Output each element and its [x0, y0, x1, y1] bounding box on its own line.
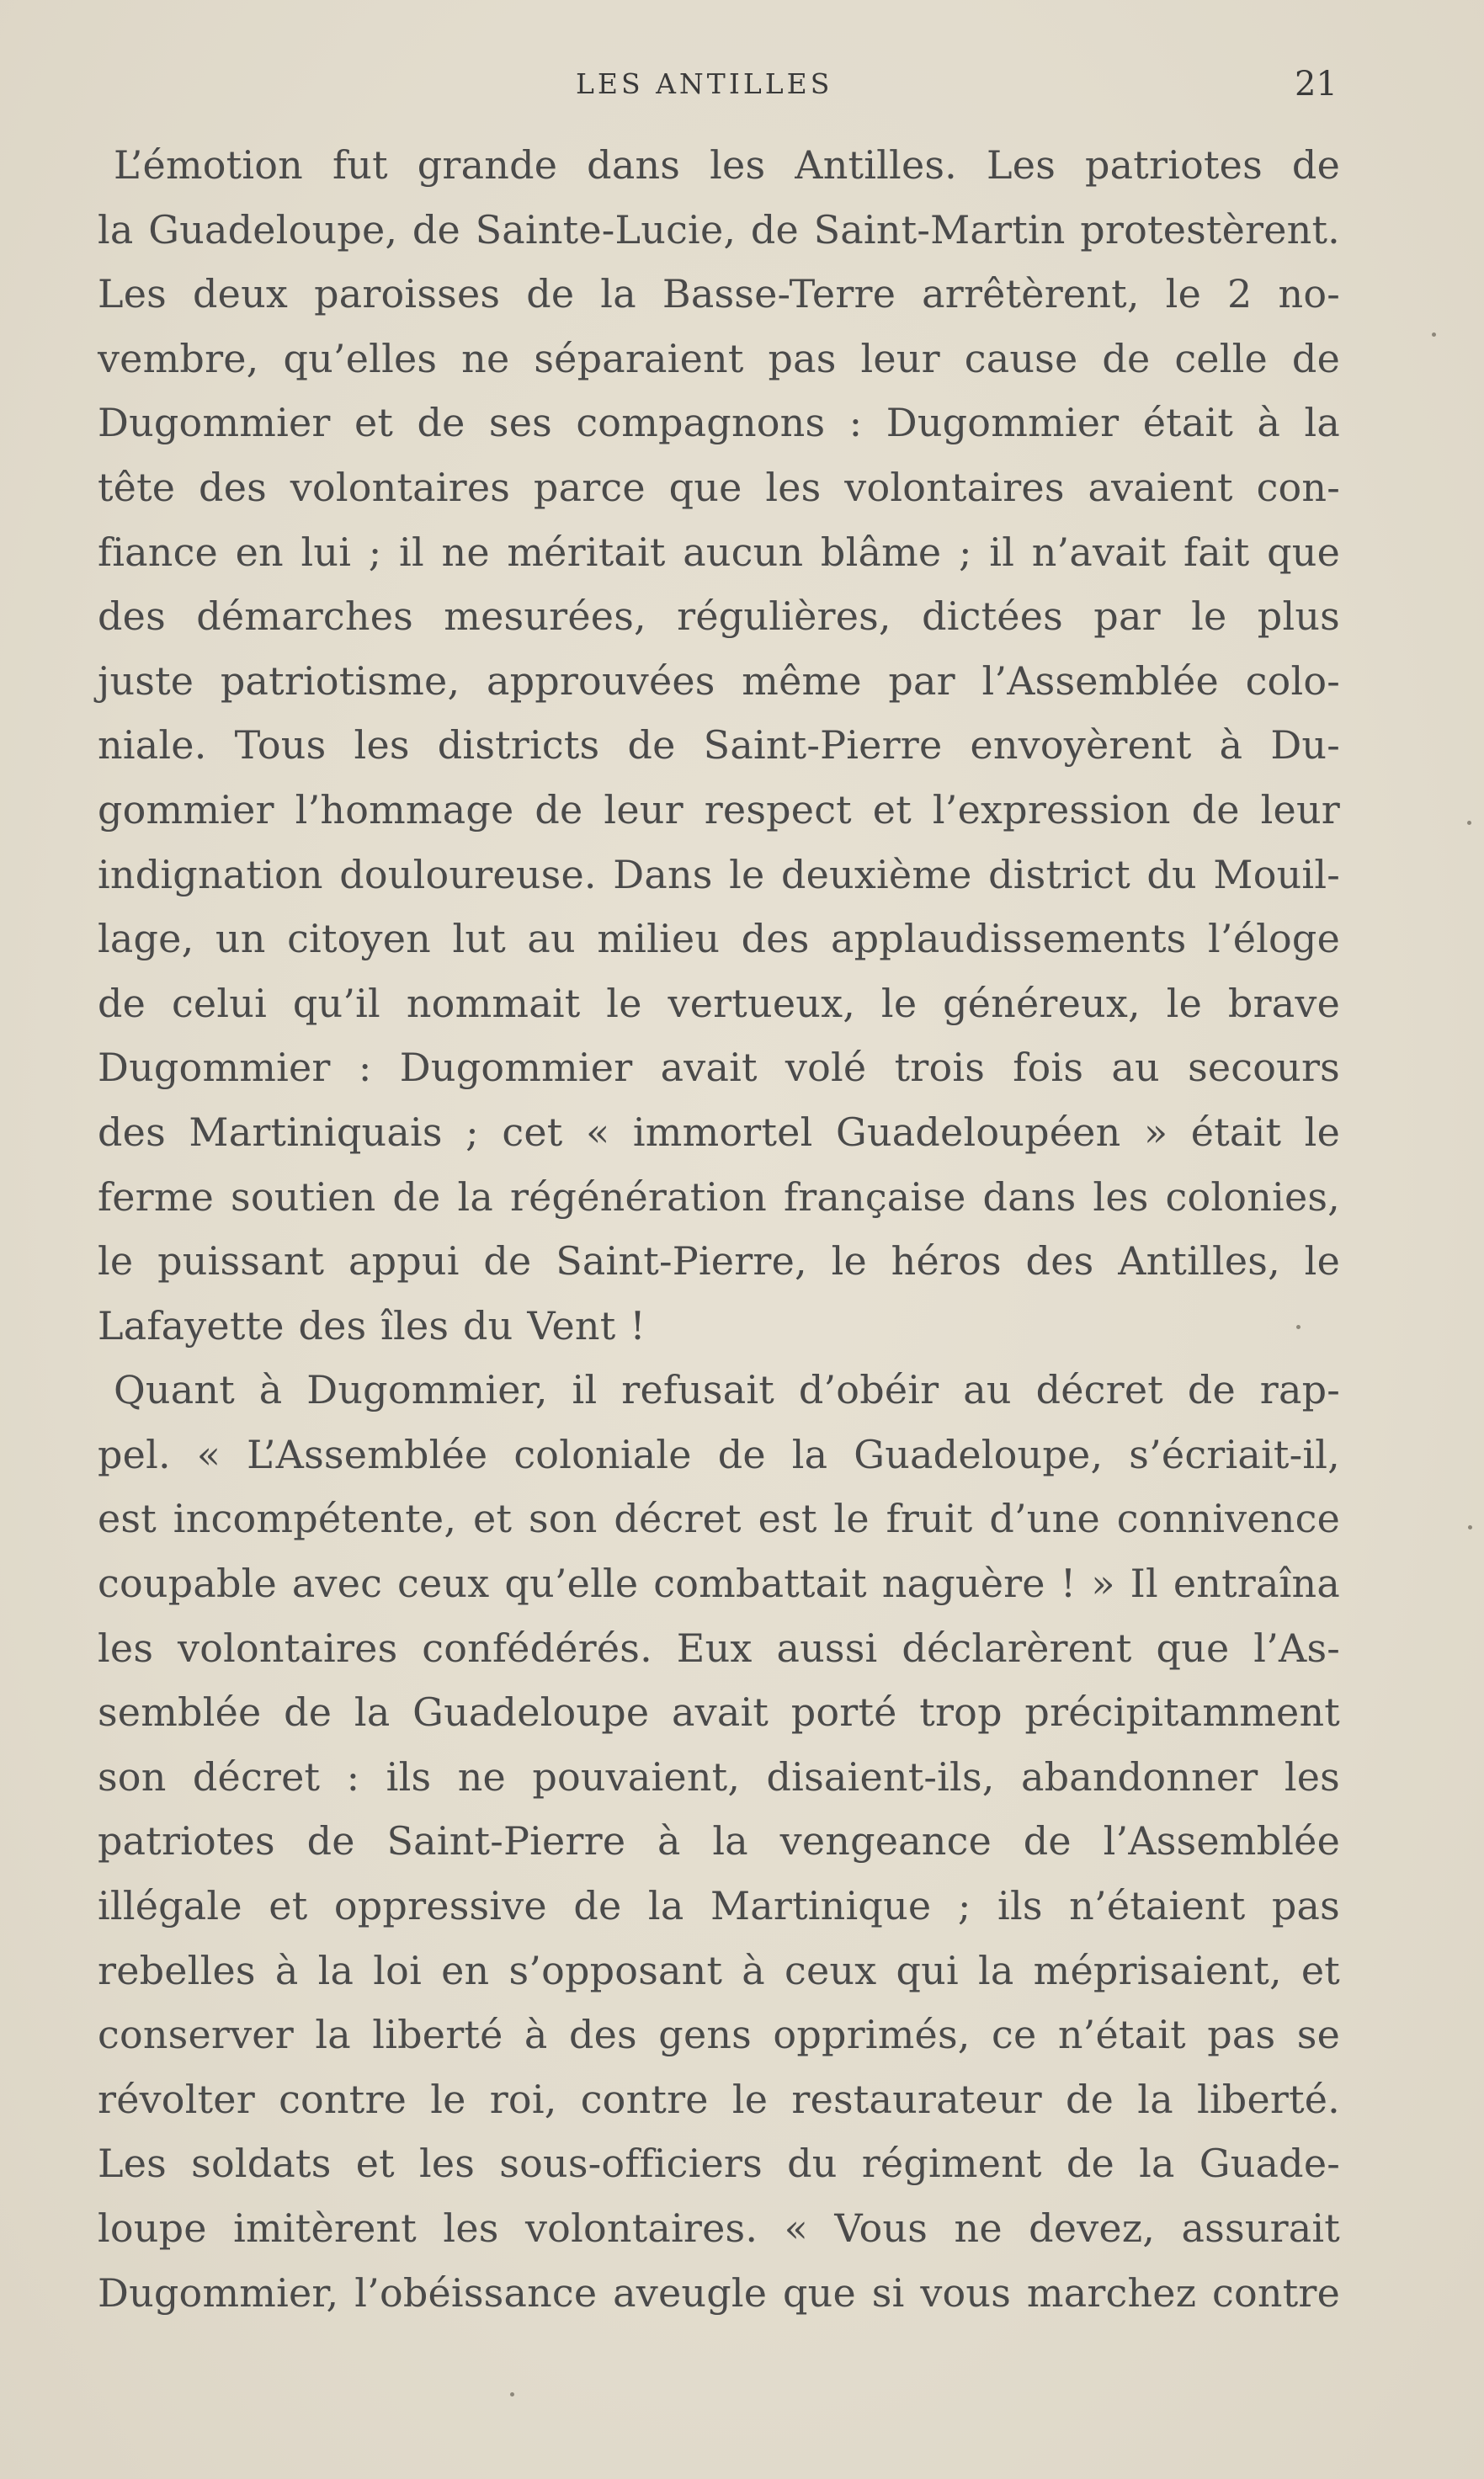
running-title: LES ANTILLES: [576, 67, 833, 100]
text-line: gommier l’hommage de leur respect et l’expression de leur: [98, 786, 1340, 833]
text-line: Les deux paroisses de la Basse-Terre arrêtèrent, le 2 no-: [98, 271, 1340, 317]
text-line: Dugommier, l’obéissance aveugle que si vous marchez contre: [98, 2269, 1340, 2316]
text-line: coupable avec ceux qu’elle combattait naguère ! » Il entraîna: [98, 1561, 1340, 1607]
text-line: pel. « L’Assemblée coloniale de la Guadeloupe, s’écriait-il,: [98, 1431, 1340, 1477]
text-line: la Guadeloupe, de Sainte-Lucie, de Saint-Martin protestèrent.: [98, 206, 1340, 253]
text-line: indignation douloureuse. Dans le deuxième district du Mouil-: [98, 851, 1340, 897]
text-line: révolter contre le roi, contre le restaurateur de la liberté.: [98, 2076, 1340, 2122]
text-line: vembre, qu’elles ne séparaient pas leur cause de celle de: [98, 335, 1340, 381]
text-line: des Martiniquais ; cet « immortel Guadeloupéen » était le: [98, 1109, 1340, 1155]
text-line: Dugommier : Dugommier avait volé trois fois au secours: [98, 1045, 1340, 1091]
text-line: des démarches mesurées, régulières, dictées par le plus: [98, 593, 1340, 640]
text-line: ferme soutien de la régénération française dans les colonies,: [98, 1173, 1340, 1220]
paper-speck: [1468, 1525, 1472, 1529]
text-line: son décret : ils ne pouvaient, disaient-ils, abandonner les: [98, 1753, 1340, 1800]
text-line: loupe imitèrent les volontaires. « Vous ne devez, assurait: [98, 2205, 1340, 2251]
text-line: Les soldats et les sous-officiers du régiment de la Guade-: [98, 2141, 1340, 2187]
text-line: Quant à Dugommier, il refusait d’obéir au décret de rap-: [114, 1367, 1340, 1413]
text-line: L’émotion fut grande dans les Antilles. Les patriotes de: [114, 142, 1340, 188]
paper-speck: [1296, 1325, 1300, 1329]
text-line: conserver la liberté à des gens opprimés, ce n’était pas se: [98, 2012, 1340, 2058]
text-line: rebelles à la loi en s’opposant à ceux qui la méprisaient, et: [98, 1947, 1340, 1993]
paper-speck: [1467, 821, 1471, 825]
text-line: juste patriotisme, approuvées même par l’Assemblée colo-: [98, 657, 1340, 704]
text-line: est incompétente, et son décret est le fruit d’une connivence: [98, 1496, 1340, 1542]
paper-speck: [1432, 332, 1436, 337]
paper-speck: [510, 2392, 514, 2397]
text-line: Dugommier et de ses compagnons : Dugommier était à la: [98, 400, 1340, 446]
text-line: le puissant appui de Saint-Pierre, le héros des Antilles, le: [98, 1238, 1340, 1285]
text-line: Lafayette des îles du Vent !: [98, 1302, 646, 1349]
text-line: tête des volontaires parce que les volontaires avaient con-: [98, 464, 1340, 510]
text-line: les volontaires confédérés. Eux aussi déclarèrent que l’As-: [98, 1625, 1340, 1671]
text-line: fiance en lui ; il ne méritait aucun blâme ; il n’avait fait que: [98, 529, 1340, 575]
text-line: illégale et oppressive de la Martinique ; ils n’étaient pas: [98, 1883, 1340, 1929]
body-text: [98, 133, 1340, 2325]
running-head: [0, 59, 1484, 109]
page-number: 21: [1295, 65, 1338, 104]
text-line: semblée de la Guadeloupe avait porté trop précipitamment: [98, 1689, 1340, 1736]
text-line: niale. Tous les districts de Saint-Pierre envoyèrent à Du-: [98, 722, 1340, 769]
text-line: de celui qu’il nommait le vertueux, le généreux, le brave: [98, 980, 1340, 1026]
text-line: patriotes de Saint-Pierre à la vengeance de l’Assemblée: [98, 1818, 1340, 1865]
text-line: lage, un citoyen lut au milieu des applaudissements l’éloge: [98, 916, 1340, 962]
